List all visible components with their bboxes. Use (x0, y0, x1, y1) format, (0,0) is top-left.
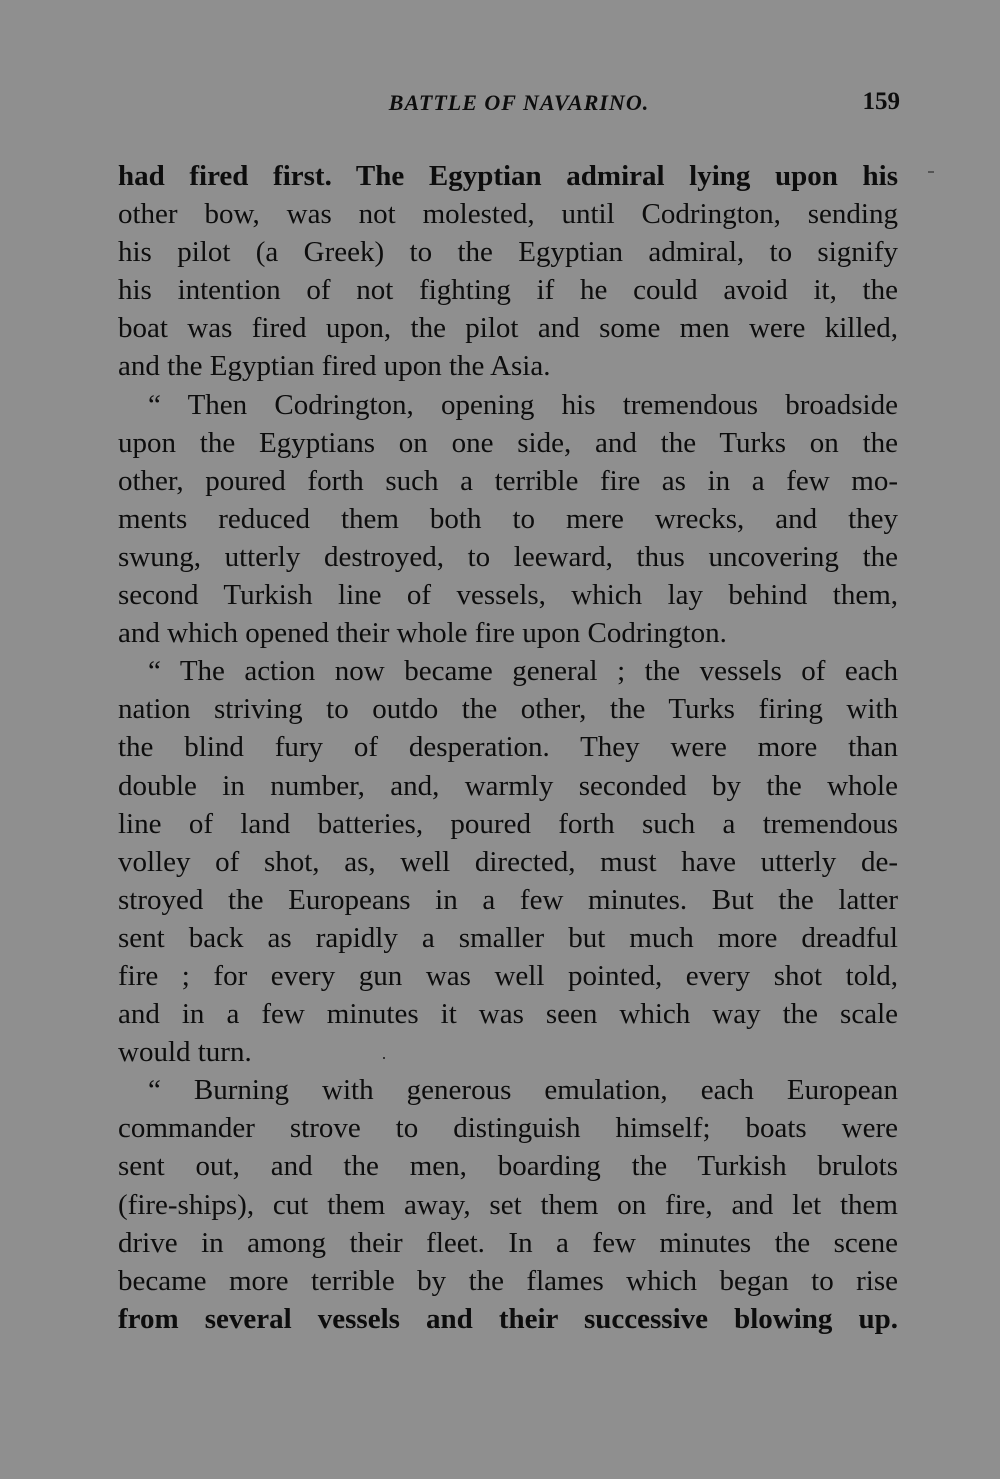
body-text (118, 157, 898, 1338)
text-line: ments reduced them both to mere wrecks, and they (118, 502, 898, 535)
margin-mark (928, 171, 934, 173)
text-line: nation striving to outdo the other, the Turks firing with (118, 693, 898, 726)
text-line: volley of shot, as, well directed, must have utterly de- (118, 845, 898, 878)
text-line: (fire-ships), cut them away, set them on fire, and let them (118, 1188, 898, 1221)
text-line: and in a few minutes it was seen which way the scale (118, 998, 898, 1031)
text-line: and which opened their whole fire upon Codrington. (118, 617, 727, 650)
text-line: second Turkish line of vessels, which lay behind them, (118, 579, 898, 612)
text-line: line of land batteries, poured forth such a tremendous (118, 807, 898, 840)
page-number: 159 (862, 88, 900, 115)
text-line: commander strove to distinguish himself; boats were (118, 1112, 898, 1145)
text-line: his pilot (a Greek) to the Egyptian admiral, to signify (118, 236, 898, 269)
text-line: sent out, and the men, boarding the Turkish brulots (118, 1150, 898, 1183)
text-line: stroyed the Europeans in a few minutes. But the latter (118, 883, 898, 916)
running-title: BATTLE OF NAVARINO. (388, 90, 650, 115)
text-line: “ The action now became general ; the vessels of each (148, 655, 898, 688)
text-line: other, poured forth such a terrible fire as in a few mo- (118, 464, 898, 497)
print-speck (383, 1057, 385, 1059)
text-line: boat was fired upon, the pilot and some men were killed, (118, 312, 898, 345)
text-line: upon the Egyptians on one side, and the Turks on the (118, 426, 898, 459)
text-line: other bow, was not molested, until Codrington, sending (118, 198, 898, 231)
running-head (118, 86, 900, 126)
text-line: became more terrible by the flames which began to rise (118, 1264, 898, 1297)
text-line: “ Then Codrington, opening his tremendous broadside (148, 388, 898, 421)
text-line: the blind fury of desperation. They were more than (118, 731, 898, 764)
text-line: “ Burning with generous emulation, each European (148, 1074, 898, 1107)
text-line: would turn. (118, 1036, 252, 1069)
text-line: had fired first. The Egyptian admiral lying upon his (118, 160, 898, 192)
text-line: from several vessels and their successive blowing up. (118, 1302, 898, 1335)
text-line: his intention of not fighting if he could avoid it, the (118, 274, 898, 307)
text-line: and the Egyptian fired upon the Asia. (118, 350, 551, 383)
text-line: double in number, and, warmly seconded by the whole (118, 769, 898, 802)
text-line: fire ; for every gun was well pointed, every shot told, (118, 959, 898, 992)
text-line: swung, utterly destroyed, to leeward, thus uncovering the (118, 540, 898, 573)
text-line: drive in among their fleet. In a few minutes the scene (118, 1226, 898, 1259)
text-line: sent back as rapidly a smaller but much more dreadful (118, 921, 898, 954)
